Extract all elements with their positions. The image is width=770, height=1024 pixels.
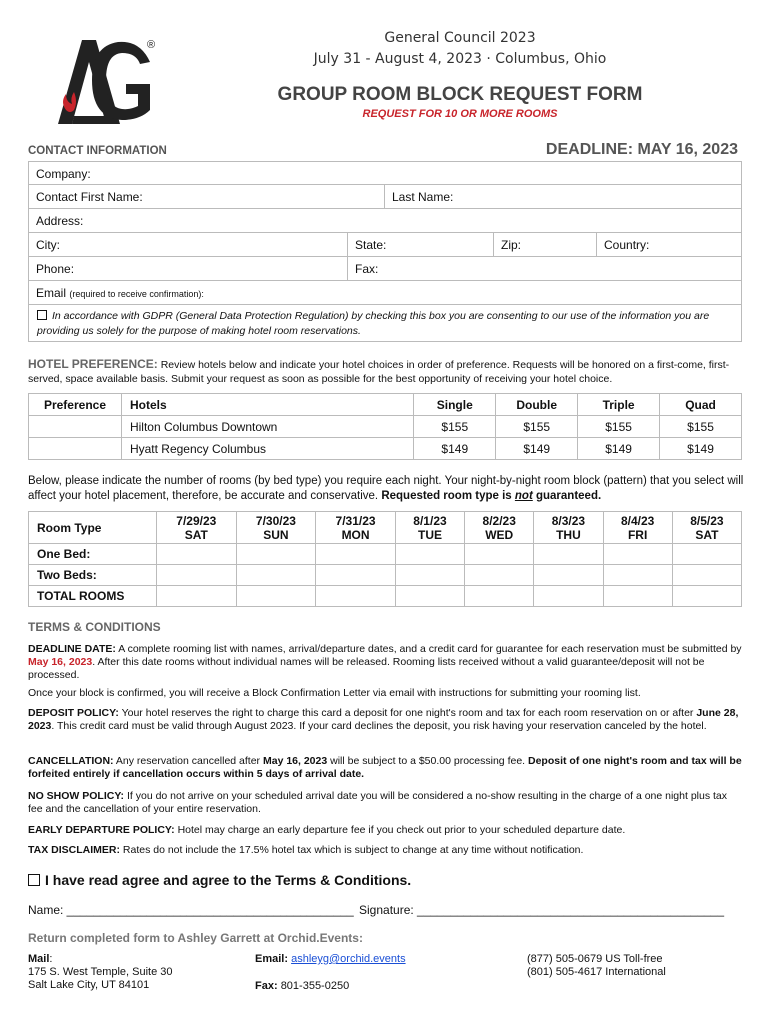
terms-deposit: DEPOSIT POLICY: Your hotel reserves the right to charge this card a deposit for one night's room and tax for each room reservation on or after June 28, 2023. This credit card must be valid through August 2023. If your card declines the deposit, you risk having your reservation canceled by the hotel.	[28, 707, 739, 732]
address-label: Address:	[36, 214, 84, 228]
event-name: General Council 2023	[384, 30, 536, 46]
terms-early-departure: EARLY DEPARTURE POLICY: Hotel may charge an early departure fee if you check out prior to your scheduled departure date.	[28, 824, 626, 836]
terms-heading: TERMS & CONDITIONS	[28, 620, 161, 634]
email-link[interactable]: ashleyg@orchid.events	[291, 953, 406, 965]
phone-block: (877) 505-0679 US Toll-free (801) 505-4617 International	[527, 953, 666, 978]
table-row: Hilton Columbus Downtown $155 $155 $155 $155	[29, 416, 742, 438]
state-label[interactable]: State:	[355, 238, 387, 252]
terms-cancellation: CANCELLATION: Any reservation cancelled after May 16, 2023 will be subject to a $50.00 processing fee. Deposit of one night's room and tax will be forfeited entirely if cancellation occurs within 5 days of arrival date.	[28, 755, 742, 780]
signature-line	[28, 903, 724, 917]
rooms-table: Room Type 7/29/23 SAT 7/30/23 SUN 7/31/23 MON 8/1/23 TUE 8/2/23 WED 8/3/23 THU 8/4/23 FRI 8/5/23 SAT One Bed: Two Beds: TOTAL ROOMS	[28, 511, 742, 607]
email-label: Email	[36, 286, 67, 300]
fax-block: Fax: 801-355-0250	[255, 980, 350, 992]
hotel-name: Hyatt Regency Columbus	[121, 438, 413, 460]
col-triple: Triple	[578, 394, 660, 416]
phone-label[interactable]: Phone:	[36, 262, 75, 276]
rooms-intro: Below, please indicate the number of rooms (by bed type) you require each night. Your night-by-night room block (pattern) that you select will affect your hotel placement, therefore, be accurate and conservative. Requested room type is not guaranteed.	[28, 475, 744, 502]
city-row	[28, 233, 742, 257]
room-type-header: Room Type	[29, 512, 157, 544]
hotel-name: Hilton Columbus Downtown	[121, 416, 413, 438]
phone-row	[28, 257, 742, 281]
preference-input-hilton[interactable]	[29, 416, 122, 438]
terms-noshow: NO SHOW POLICY: If you do not arrive on your scheduled arrival date you will be considered a no-show resulting in the charge of a one night plus tax fee and the cancellation of your entire reservation.	[28, 790, 728, 815]
hotel-preference-intro: HOTEL PREFERENCE: Review hotels below and indicate your hotel choices in order of preference. Requests will be honored on a first-come, first-served, space available basis. Submit your request as soon as possible for the best opportunity of receiving your hotel choice.	[28, 357, 730, 385]
form-title: GROUP ROOM BLOCK REQUEST FORM	[277, 84, 643, 105]
svg-text:®: ®	[147, 39, 156, 51]
hotel-preference-heading: HOTEL PREFERENCE:	[28, 357, 158, 371]
email-block: Email: ashleyg@orchid.events	[255, 953, 406, 965]
form-subtitle: REQUEST FOR 10 OR MORE ROOMS	[362, 108, 558, 120]
agree-checkbox[interactable]	[28, 874, 40, 886]
gdpr-text: In accordance with GDPR (General Data Protection Regulation) by checking this box you are consenting to our use of the information you are providing us solely for the purpose of making hotel room reservations.	[37, 310, 710, 337]
deadline-heading: DEADLINE: MAY 16, 2023	[545, 141, 738, 158]
return-instructions: Return completed form to Ashley Garrett at Orchid.Events:	[28, 931, 363, 945]
terms-confirm: Once your block is confirmed, you will receive a Block Confirmation Letter via email with instructions for submitting your rooming list.	[28, 687, 641, 699]
one-bed-label: One Bed:	[29, 544, 157, 565]
col-double: Double	[496, 394, 578, 416]
first-name-label[interactable]: Contact First Name:	[36, 190, 143, 204]
email-row[interactable]	[28, 281, 742, 305]
name-row	[28, 185, 742, 209]
hotel-table	[28, 393, 742, 460]
table-row: Hyatt Regency Columbus $149 $149 $149 $149	[29, 438, 742, 460]
table-row	[29, 586, 742, 607]
preference-input-hyatt[interactable]	[29, 438, 122, 460]
company-row[interactable]	[28, 161, 742, 185]
terms-deadline: DEADLINE DATE: A complete rooming list with names, arrival/departure dates, and a credit card for guarantee for each reservation must be submitted by May 16, 2023. After this date rooms without individual names will be released. Rooming lists received without a valid guarantee/deposit will not be processed.	[28, 643, 742, 681]
event-dates: July 31 - August 4, 2023 · Columbus, Ohio	[313, 51, 607, 67]
zip-label[interactable]: Zip:	[501, 238, 522, 252]
signature-field[interactable]: Signature: ______________________________________________	[359, 903, 725, 917]
col-preference: Preference	[29, 394, 122, 416]
country-label[interactable]: Country:	[604, 238, 650, 252]
gdpr-checkbox[interactable]	[37, 310, 47, 320]
two-beds-label: Two Beds:	[29, 565, 157, 586]
table-row	[29, 565, 742, 586]
company-label: Company:	[36, 167, 91, 181]
gdpr-row	[28, 305, 742, 342]
mail-block: Mail: 175 S. West Temple, Suite 30 Salt Lake City, UT 84101	[28, 953, 173, 991]
contact-heading: CONTACT INFORMATION	[28, 145, 167, 157]
agree-text: I have read agree and agree to the Terms & Conditions.	[45, 872, 412, 888]
name-field[interactable]: Name: ___________________________________________	[28, 903, 354, 917]
col-quad: Quad	[660, 394, 742, 416]
city-label[interactable]: City:	[36, 238, 60, 252]
agree-line	[28, 872, 411, 888]
email-note: (required to receive confirmation):	[69, 289, 204, 299]
table-row	[29, 544, 742, 565]
last-name-label[interactable]: Last Name:	[392, 190, 454, 204]
fax-label[interactable]: Fax:	[355, 262, 379, 276]
col-hotels: Hotels	[121, 394, 413, 416]
terms-tax: TAX DISCLAIMER: Rates do not include the 17.5% hotel tax which is subject to change at any time without notification.	[28, 844, 584, 856]
address-row[interactable]	[28, 209, 742, 233]
total-rooms-label: TOTAL ROOMS	[29, 586, 157, 607]
col-single: Single	[414, 394, 496, 416]
